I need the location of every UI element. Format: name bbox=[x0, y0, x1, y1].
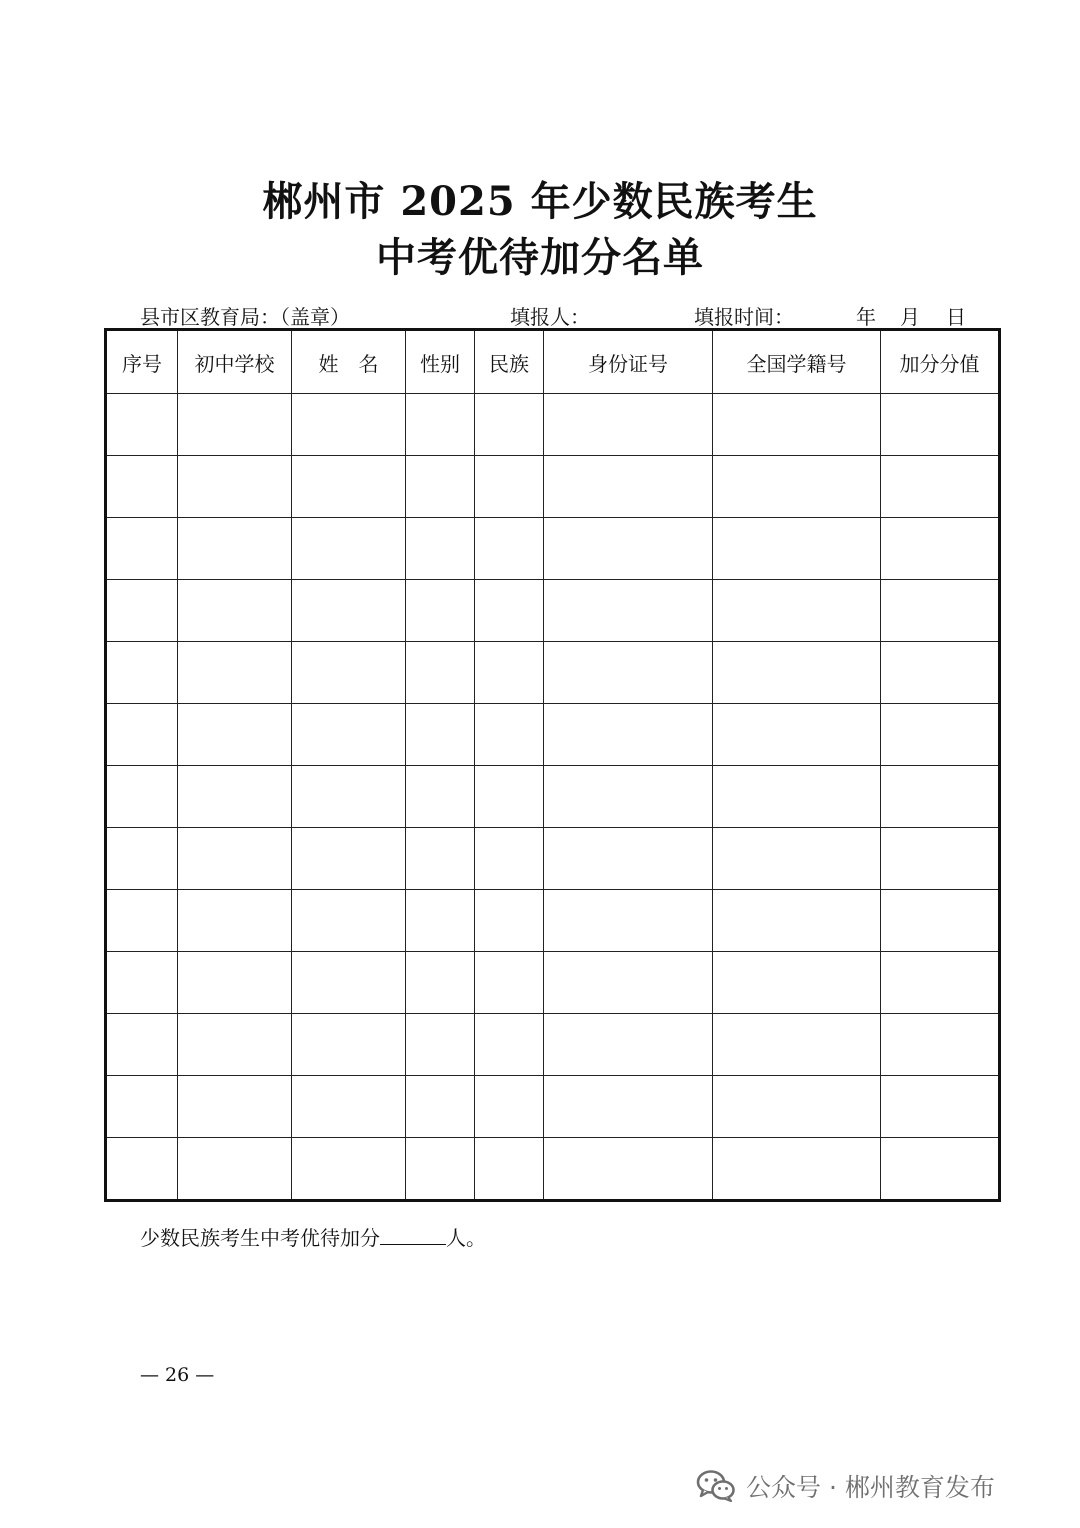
table-cell[interactable] bbox=[881, 456, 1000, 518]
table-cell[interactable] bbox=[544, 766, 713, 828]
table-row bbox=[106, 704, 1000, 766]
table-cell[interactable] bbox=[544, 580, 713, 642]
table-cell[interactable] bbox=[106, 394, 178, 456]
table-row bbox=[106, 580, 1000, 642]
table-row bbox=[106, 1076, 1000, 1138]
table-cell[interactable] bbox=[881, 766, 1000, 828]
page-number: — 26 — bbox=[140, 1364, 215, 1386]
table-cell[interactable] bbox=[292, 1014, 406, 1076]
table-cell[interactable] bbox=[292, 518, 406, 580]
summary-prefix: 少数民族考生中考优待加分 bbox=[140, 1226, 380, 1250]
roster-table bbox=[104, 328, 1001, 1202]
table-cell[interactable] bbox=[292, 1138, 406, 1201]
table-cell[interactable] bbox=[475, 642, 544, 704]
table-cell[interactable] bbox=[292, 580, 406, 642]
table-cell[interactable] bbox=[475, 1076, 544, 1138]
filler-label: 填报人： bbox=[510, 305, 590, 329]
table-cell[interactable] bbox=[292, 1076, 406, 1138]
table-cell[interactable] bbox=[292, 456, 406, 518]
table-cell[interactable] bbox=[406, 642, 475, 704]
table-cell[interactable] bbox=[713, 1138, 881, 1201]
day-label: 日 bbox=[946, 305, 966, 329]
header-cell-student-number: 全国学籍号 bbox=[713, 330, 881, 394]
table-cell[interactable] bbox=[292, 828, 406, 890]
table-cell[interactable] bbox=[881, 1014, 1000, 1076]
table-cell[interactable] bbox=[713, 704, 881, 766]
table-cell[interactable] bbox=[881, 518, 1000, 580]
table-row bbox=[106, 456, 1000, 518]
table-cell[interactable] bbox=[544, 642, 713, 704]
watermark-text: 公众号 · 郴州教育发布 bbox=[746, 1473, 995, 1502]
table-body bbox=[106, 394, 1000, 1201]
table-cell[interactable] bbox=[178, 890, 292, 952]
table-cell[interactable] bbox=[881, 1076, 1000, 1138]
table-cell[interactable] bbox=[178, 1014, 292, 1076]
table-cell[interactable] bbox=[106, 642, 178, 704]
table-cell[interactable] bbox=[106, 766, 178, 828]
table-cell[interactable] bbox=[475, 704, 544, 766]
table-cell[interactable] bbox=[406, 952, 475, 1014]
table-cell[interactable] bbox=[406, 1014, 475, 1076]
table-cell[interactable] bbox=[178, 642, 292, 704]
table-row bbox=[106, 642, 1000, 704]
table-cell[interactable] bbox=[713, 1076, 881, 1138]
header-cell-ethnicity: 民族 bbox=[475, 330, 544, 394]
table-cell[interactable] bbox=[106, 828, 178, 890]
table-cell[interactable] bbox=[475, 1138, 544, 1201]
table-cell[interactable] bbox=[406, 456, 475, 518]
table-cell[interactable] bbox=[292, 952, 406, 1014]
table-cell[interactable] bbox=[406, 890, 475, 952]
header-cell-id-number: 身份证号 bbox=[544, 330, 713, 394]
table-cell[interactable] bbox=[178, 1076, 292, 1138]
table-cell[interactable] bbox=[881, 1138, 1000, 1201]
table-row bbox=[106, 952, 1000, 1014]
table-row bbox=[106, 1014, 1000, 1076]
table-cell[interactable] bbox=[406, 1076, 475, 1138]
table-cell[interactable] bbox=[178, 518, 292, 580]
table-cell[interactable] bbox=[544, 828, 713, 890]
org-label: 县市区教育局：（盖章） bbox=[140, 305, 350, 329]
table-row bbox=[106, 766, 1000, 828]
table-cell[interactable] bbox=[178, 766, 292, 828]
year-label: 年 bbox=[856, 305, 876, 329]
table-cell[interactable] bbox=[106, 890, 178, 952]
table-row bbox=[106, 828, 1000, 890]
table-cell[interactable] bbox=[406, 766, 475, 828]
table-cell[interactable] bbox=[178, 1138, 292, 1201]
table-cell[interactable] bbox=[544, 394, 713, 456]
header-cell-school: 初中学校 bbox=[178, 330, 292, 394]
table-cell[interactable] bbox=[544, 456, 713, 518]
table-cell[interactable] bbox=[292, 394, 406, 456]
table-cell[interactable] bbox=[713, 828, 881, 890]
table-header-row bbox=[106, 330, 1000, 394]
table-cell[interactable] bbox=[881, 642, 1000, 704]
table-cell[interactable] bbox=[292, 642, 406, 704]
table-cell[interactable] bbox=[106, 518, 178, 580]
table-row bbox=[106, 518, 1000, 580]
table-cell[interactable] bbox=[106, 952, 178, 1014]
table-cell[interactable] bbox=[475, 952, 544, 1014]
table-cell[interactable] bbox=[544, 518, 713, 580]
header-cell-bonus-points: 加分分值 bbox=[881, 330, 1000, 394]
table-cell[interactable] bbox=[475, 766, 544, 828]
document-title-line1: 郴州市 2025 年少数民族考生 bbox=[262, 178, 818, 225]
summary-suffix: 人。 bbox=[446, 1226, 486, 1250]
table-cell[interactable] bbox=[475, 1014, 544, 1076]
table-cell[interactable] bbox=[713, 890, 881, 952]
table-cell[interactable] bbox=[713, 1014, 881, 1076]
table-cell[interactable] bbox=[475, 394, 544, 456]
fill-date bbox=[856, 301, 966, 330]
table-cell[interactable] bbox=[292, 766, 406, 828]
table-row bbox=[106, 394, 1000, 456]
table-cell[interactable] bbox=[292, 890, 406, 952]
table-cell[interactable] bbox=[475, 828, 544, 890]
watermark bbox=[696, 1466, 995, 1506]
table-cell[interactable] bbox=[881, 952, 1000, 1014]
table-cell[interactable] bbox=[881, 890, 1000, 952]
table-cell[interactable] bbox=[475, 890, 544, 952]
table-cell[interactable] bbox=[475, 456, 544, 518]
table-cell[interactable] bbox=[713, 952, 881, 1014]
header-cell-serial: 序号 bbox=[106, 330, 178, 394]
table-cell[interactable] bbox=[881, 394, 1000, 456]
table-cell[interactable] bbox=[106, 456, 178, 518]
table-cell[interactable] bbox=[178, 580, 292, 642]
table-row bbox=[106, 890, 1000, 952]
table-cell[interactable] bbox=[544, 1138, 713, 1201]
table-cell[interactable] bbox=[406, 828, 475, 890]
table-cell[interactable] bbox=[178, 456, 292, 518]
wechat-icon bbox=[696, 1469, 736, 1503]
table-cell[interactable] bbox=[713, 580, 881, 642]
table-cell[interactable] bbox=[406, 580, 475, 642]
month-label: 月 bbox=[900, 305, 920, 329]
table-cell[interactable] bbox=[544, 1014, 713, 1076]
table-cell[interactable] bbox=[106, 1014, 178, 1076]
table-cell[interactable] bbox=[544, 890, 713, 952]
table-cell[interactable] bbox=[406, 518, 475, 580]
table-cell[interactable] bbox=[406, 394, 475, 456]
table-cell[interactable] bbox=[881, 828, 1000, 890]
table-cell[interactable] bbox=[713, 642, 881, 704]
table-cell[interactable] bbox=[713, 394, 881, 456]
table-cell[interactable] bbox=[178, 828, 292, 890]
table-cell[interactable] bbox=[106, 1138, 178, 1201]
table-cell[interactable] bbox=[106, 704, 178, 766]
fill-time-label: 填报时间： bbox=[694, 305, 794, 329]
table-cell[interactable] bbox=[544, 952, 713, 1014]
table-cell[interactable] bbox=[544, 704, 713, 766]
summary-line bbox=[140, 1222, 486, 1251]
header-cell-gender: 性别 bbox=[406, 330, 475, 394]
table-cell[interactable] bbox=[713, 456, 881, 518]
table-cell[interactable] bbox=[292, 704, 406, 766]
table-cell[interactable] bbox=[713, 518, 881, 580]
document-title-line2: 中考优待加分名单 bbox=[376, 234, 704, 281]
table-cell[interactable] bbox=[106, 580, 178, 642]
table-cell[interactable] bbox=[713, 766, 881, 828]
table-cell[interactable] bbox=[881, 704, 1000, 766]
table-cell[interactable] bbox=[544, 1076, 713, 1138]
table-row bbox=[106, 1138, 1000, 1201]
table-cell[interactable] bbox=[881, 580, 1000, 642]
table-cell[interactable] bbox=[406, 704, 475, 766]
table-cell[interactable] bbox=[178, 952, 292, 1014]
table-cell[interactable] bbox=[406, 1138, 475, 1201]
count-blank[interactable] bbox=[380, 1226, 446, 1245]
table-cell[interactable] bbox=[475, 580, 544, 642]
table-cell[interactable] bbox=[178, 394, 292, 456]
table-cell[interactable] bbox=[178, 704, 292, 766]
table-cell[interactable] bbox=[475, 518, 544, 580]
table-cell[interactable] bbox=[106, 1076, 178, 1138]
header-cell-name: 姓 名 bbox=[292, 330, 406, 394]
